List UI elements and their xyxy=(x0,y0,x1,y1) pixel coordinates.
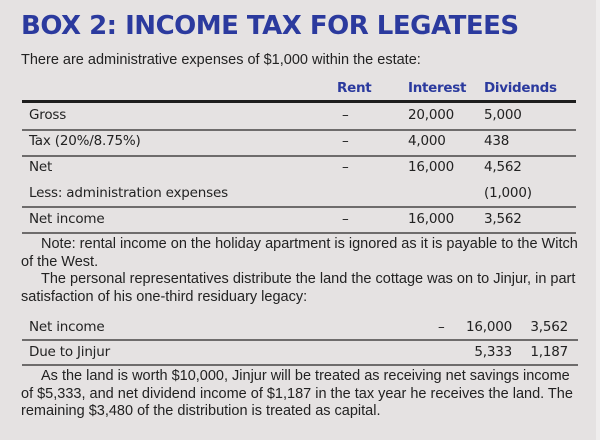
interest-value: 16,000 xyxy=(408,159,455,175)
rent-value: – xyxy=(342,107,349,123)
row-divider xyxy=(22,206,576,208)
interest-value: 20,000 xyxy=(408,107,455,123)
note-rental-income: Note: rental income on the holiday apartment is ignored as it is payable to the Witch of the West. xyxy=(21,236,578,270)
conclusion-block xyxy=(21,368,583,421)
dividends-value: 4,562 xyxy=(484,159,522,175)
dividends-value: 5,000 xyxy=(484,107,522,123)
page-edge xyxy=(596,0,600,440)
row-divider xyxy=(22,155,576,157)
row-divider xyxy=(22,232,576,234)
interest-value: 16,000 xyxy=(465,319,512,335)
dividends-value: 438 xyxy=(484,133,510,149)
dividends-value: (1,000) xyxy=(484,185,532,201)
row-label: Gross xyxy=(29,107,67,123)
note-distribution: The personal representatives distribute the land the cottage was on to Jinjur, in part satisfaction of his one-third residuary legacy: xyxy=(21,271,576,305)
col-header-rent: Rent xyxy=(337,80,372,96)
dividends-value: 3,562 xyxy=(530,319,568,335)
interest-value: 5,333 xyxy=(474,344,512,360)
interest-value: 16,000 xyxy=(408,211,455,227)
rent-value: – xyxy=(342,133,349,149)
row-divider xyxy=(22,339,578,341)
conclusion-text: As the land is worth $10,000, Jinjur will be treated as receiving net savings income of $5,333, and net dividend income of $1,187 in the tax year he receives the land. The remaining $3,480 of the distribution is treated as capital. xyxy=(21,368,573,419)
intro-text: There are administrative expenses of $1,000 within the estate: xyxy=(21,52,421,68)
row-label: Due to Jinjur xyxy=(29,344,110,360)
row-label: Less: administration expenses xyxy=(29,185,228,201)
header-rule xyxy=(22,100,576,103)
row-label: Net xyxy=(29,159,53,175)
row-label: Net income xyxy=(29,211,105,227)
row-label: Net income xyxy=(29,319,105,335)
row-divider xyxy=(22,364,578,366)
rent-value: – xyxy=(342,211,349,227)
row-label: Tax (20%/8.75%) xyxy=(29,133,141,149)
dividends-value: 3,562 xyxy=(484,211,522,227)
rent-value: – xyxy=(438,319,445,335)
interest-value: 4,000 xyxy=(408,133,446,149)
notes-block xyxy=(21,236,581,306)
row-divider xyxy=(22,129,576,131)
col-header-dividends: Dividends xyxy=(484,80,557,96)
box-title: BOX 2: INCOME TAX FOR LEGATEES xyxy=(21,11,519,41)
dividends-value: 1,187 xyxy=(530,344,568,360)
rent-value: – xyxy=(342,159,349,175)
col-header-interest: Interest xyxy=(408,80,467,96)
